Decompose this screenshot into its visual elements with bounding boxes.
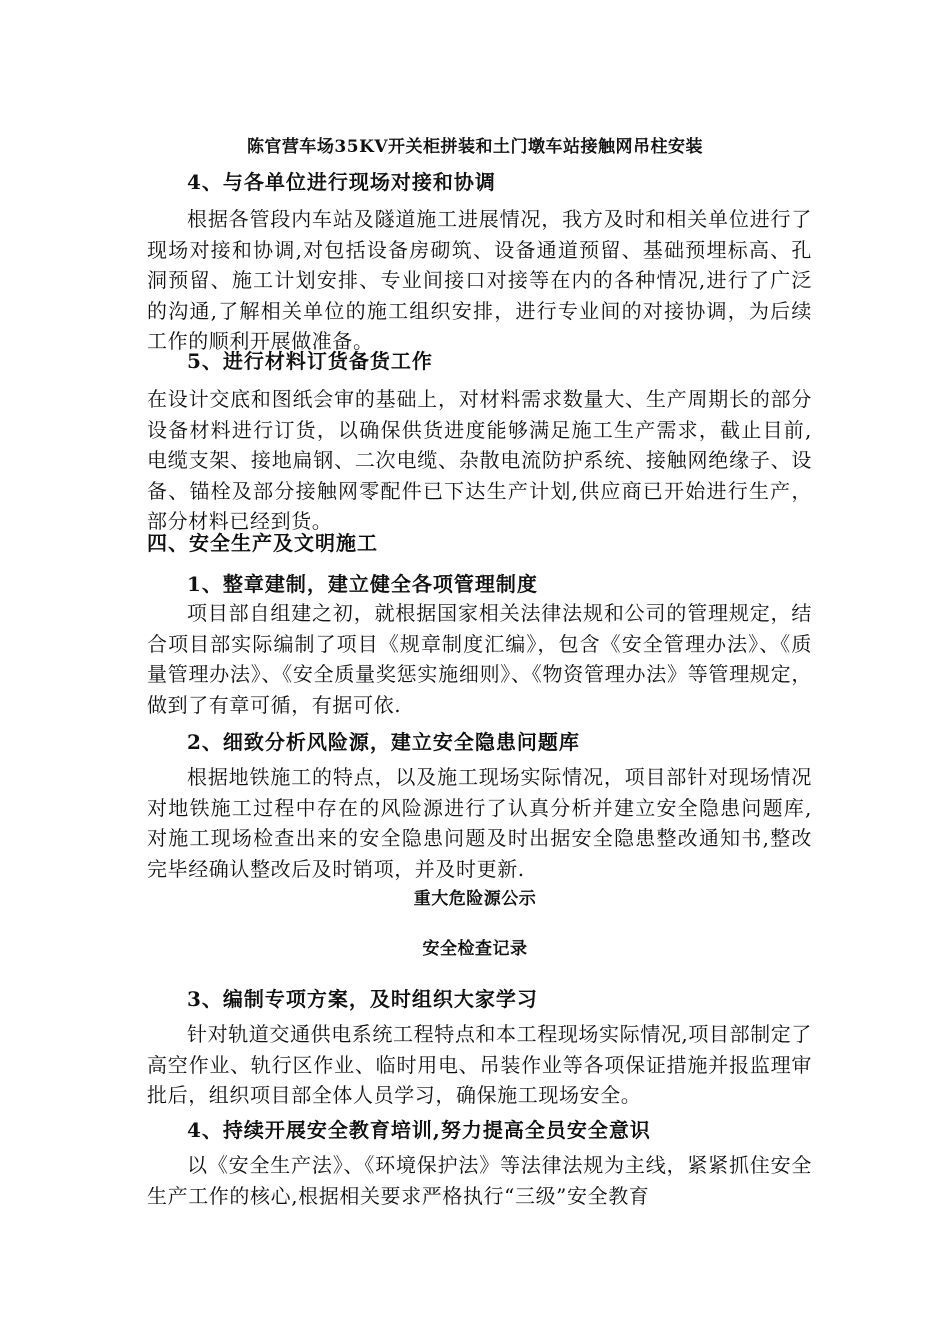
- chapter-heading-safety: 四、安全生产及文明施工: [147, 531, 378, 555]
- section-heading-training: 4、持续开展安全教育培训,努力提高全员安全意识: [187, 1118, 651, 1142]
- paragraph-plans: 针对轨道交通供电系统工程特点和本工程现场实际情况,项目部制定了高空作业、轨行区作业、临时用电、吊装作业等各项保证措施并报监理审批后，组织项目部全体人员学习，确保施工现场安全。: [147, 1022, 812, 1107]
- photo-caption-inspection: 安全检查记录: [422, 939, 528, 959]
- section-heading-risk: 2、细致分析风险源，建立安全隐患问题库: [187, 730, 580, 754]
- photo-caption-hazard: 重大危险源公示: [413, 889, 537, 909]
- paragraph-training: 以《安全生产法》、《环境保护法》等法律法规为主线，紧紧抓住安全生产工作的核心,根据相关要求严格执行“三级”安全教育: [147, 1153, 812, 1208]
- paragraph-coordination: 根据各管段内车站及隧道施工进展情况，我方及时和相关单位进行了现场对接和协调,对包括设备房砌筑、设备通道预留、基础预埋标高、孔洞预留、施工计划安排、专业间接口对接等在内的各种情况,进行了广泛的沟通,了解相关单位的施工组织安排，进行专业间的对接协调，为后续工作的顺利开展做准备。: [147, 207, 812, 353]
- section-heading-rules: 1、整章建制，建立健全各项管理制度: [187, 572, 538, 596]
- section-heading-coordination: 4、与各单位进行现场对接和协调: [187, 170, 496, 194]
- section-heading-plans: 3、编制专项方案，及时组织大家学习: [187, 987, 538, 1011]
- section-heading-materials: 5、进行材料订货备货工作: [187, 349, 433, 373]
- paragraph-risk: 根据地铁施工的特点，以及施工现场实际情况，项目部针对现场情况对地铁施工过程中存在的风险源进行了认真分析并建立安全隐患问题库,对施工现场检查出来的安全隐患问题及时出据安全隐患整改通知书,整改完毕经确认整改后及时销项，并及时更新.: [147, 765, 812, 881]
- paragraph-rules: 项目部自组建之初，就根据国家相关法律法规和公司的管理规定，结合项目部实际编制了项目《规章制度汇编》，包含《安全管理办法》、《质量管理办法》、《安全质量奖惩实施细则》、《物资管理办法》等管理规定，做到了有章可循，有据可依.: [147, 601, 812, 717]
- photo-caption-top: 陈官营车场35KV开关柜拼装和土门墩车站接触网吊柱安装: [246, 137, 704, 157]
- paragraph-materials: 在设计交底和图纸会审的基础上，对材料需求数量大、生产周期长的部分设备材料进行订货，以确保供货进度能够满足施工生产需求，截止目前,电缆支架、接地扁钢、二次电缆、杂散电流防护系统、接触网绝缘子、设备、锚栓及部分接触网零配件已下达生产计划,供应商已开始进行生产，部分材料已经到货。: [147, 387, 812, 533]
